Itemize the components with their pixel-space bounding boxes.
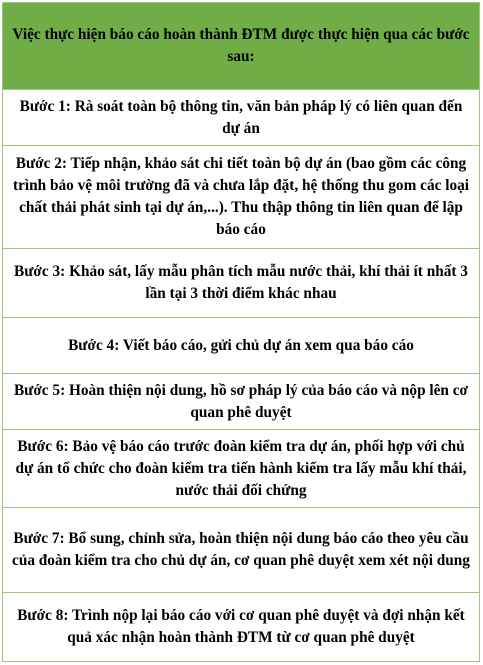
step-text: Bước 1: Rà soát toàn bộ thông tin, văn bản pháp lý có liên quan đến dự án [19, 97, 463, 137]
step-row-4 [3, 318, 479, 374]
step-row-1 [3, 90, 479, 146]
step-row-5 [3, 374, 479, 430]
step-row-2 [3, 146, 479, 249]
table-header [3, 3, 479, 90]
step-row-6 [3, 430, 479, 508]
step-text: Bước 5: Hoàn thiện nội dung, hồ sơ pháp lý của báo cáo và nộp lên cơ quan phê duyệt [13, 381, 469, 421]
step-text: Bước 4: Viết báo cáo, gửi chủ dự án xem qua báo cáo [68, 336, 414, 354]
step-text: Bước 2: Tiếp nhận, khảo sát chi tiết toàn bộ dự án (bao gồm các công trình bảo vệ môi trường đã và chưa lắp đặt, hệ thống thu gom các loại chất thải phát sinh tại dự án,...). Thu thập thông tin liên quan để lập báo cáo [12, 155, 470, 238]
step-row-7 [3, 508, 479, 593]
step-text: Bước 3: Khảo sát, lấy mẫu phân tích mẫu nước thải, khí thải ít nhất 3 lần tại 3 thời điểm khác nhau [14, 263, 468, 302]
step-text: Bước 8: Trình nộp lại báo cáo với cơ quan phê duyệt và đợi nhận kết quả xác nhận hoàn thành ĐTM từ cơ quan phê duyệt [17, 607, 465, 646]
step-row-8 [3, 593, 479, 661]
step-text: Bước 6: Bảo vệ báo cáo trước đoàn kiểm tra dự án, phối hợp với chủ dự án tổ chức cho đoàn kiểm tra tiến hành kiểm tra lấy mẫu khí thải, nước thải đối chứng [15, 437, 467, 499]
header-text: Việc thực hiện báo cáo hoàn thành ĐTM được thực hiện qua các bước sau: [12, 26, 470, 65]
step-text: Bước 7: Bổ sung, chỉnh sửa, hoàn thiện nội dung báo cáo theo yêu cầu của đoàn kiểm tra cho chủ dự án, cơ quan phê duyệt xem xét nội dung [12, 530, 470, 569]
step-row-3 [3, 249, 479, 318]
steps-table [2, 2, 480, 662]
